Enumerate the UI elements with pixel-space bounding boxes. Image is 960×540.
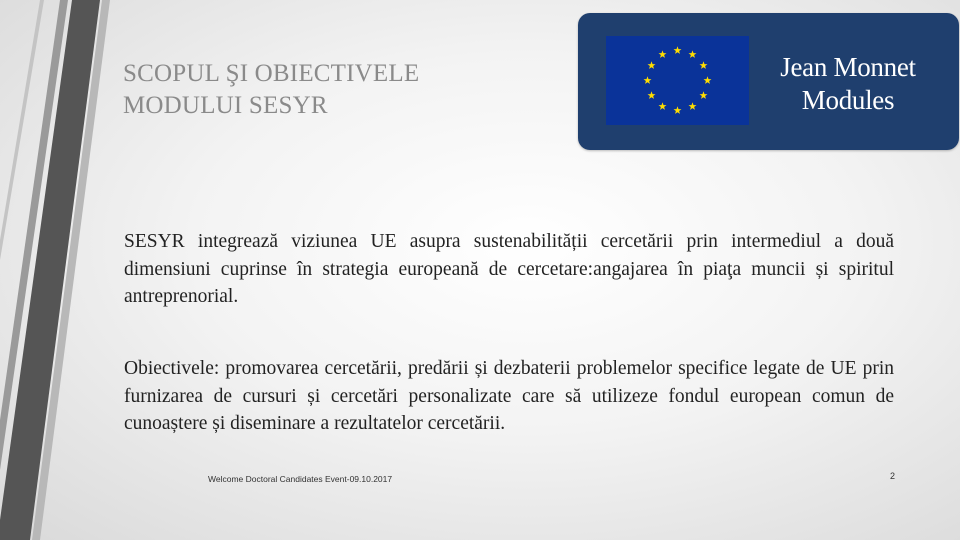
eu-star-icon bbox=[674, 46, 682, 54]
eu-star-icon bbox=[699, 91, 707, 99]
eu-star-icon bbox=[644, 76, 652, 84]
jean-monnet-text bbox=[758, 51, 938, 117]
jean-monnet-banner bbox=[578, 13, 959, 150]
eu-star-icon bbox=[659, 102, 667, 110]
banner-line-1: Jean Monnet bbox=[780, 52, 916, 82]
banner-line-2: Modules bbox=[801, 85, 895, 115]
paragraph-objectives: Obiectivele: promovarea cercetării, predării și dezbaterii problemelor specifice legate de UE prin furnizarea de cursuri și cercetări personalizate care să utilizeze fondul european comun de cunoaștere și diseminare a rezultatelor cercetării. bbox=[124, 358, 894, 434]
eu-star-icon bbox=[699, 61, 707, 69]
decorative-stripes bbox=[0, 0, 120, 540]
paragraph-integration: SESYR integrează viziunea UE asupra sustenabilității cercetării prin intermediul a două dimensiuni cuprinse în strategia europeană de cercetare:angajarea în piaţa muncii și spiritul antreprenorial. bbox=[124, 231, 894, 307]
stripe-thin bbox=[0, 0, 44, 260]
eu-star-icon bbox=[648, 91, 656, 99]
eu-star-icon bbox=[689, 102, 697, 110]
title-line-2: MODULUI SESYR bbox=[123, 92, 328, 119]
eu-star-icon bbox=[659, 50, 667, 58]
eu-star-icon bbox=[648, 61, 656, 69]
title-line-1: SCOPUL ŞI OBIECTIVELE bbox=[123, 60, 420, 87]
eu-star-icon bbox=[674, 106, 682, 114]
eu-star-icon bbox=[689, 50, 697, 58]
eu-flag-icon bbox=[606, 36, 749, 125]
page-number: 2 bbox=[890, 471, 896, 481]
slide-title bbox=[123, 58, 543, 122]
footer-text: Welcome Doctoral Candidates Event-09.10.2017 bbox=[208, 474, 393, 484]
eu-star-icon bbox=[704, 76, 712, 84]
